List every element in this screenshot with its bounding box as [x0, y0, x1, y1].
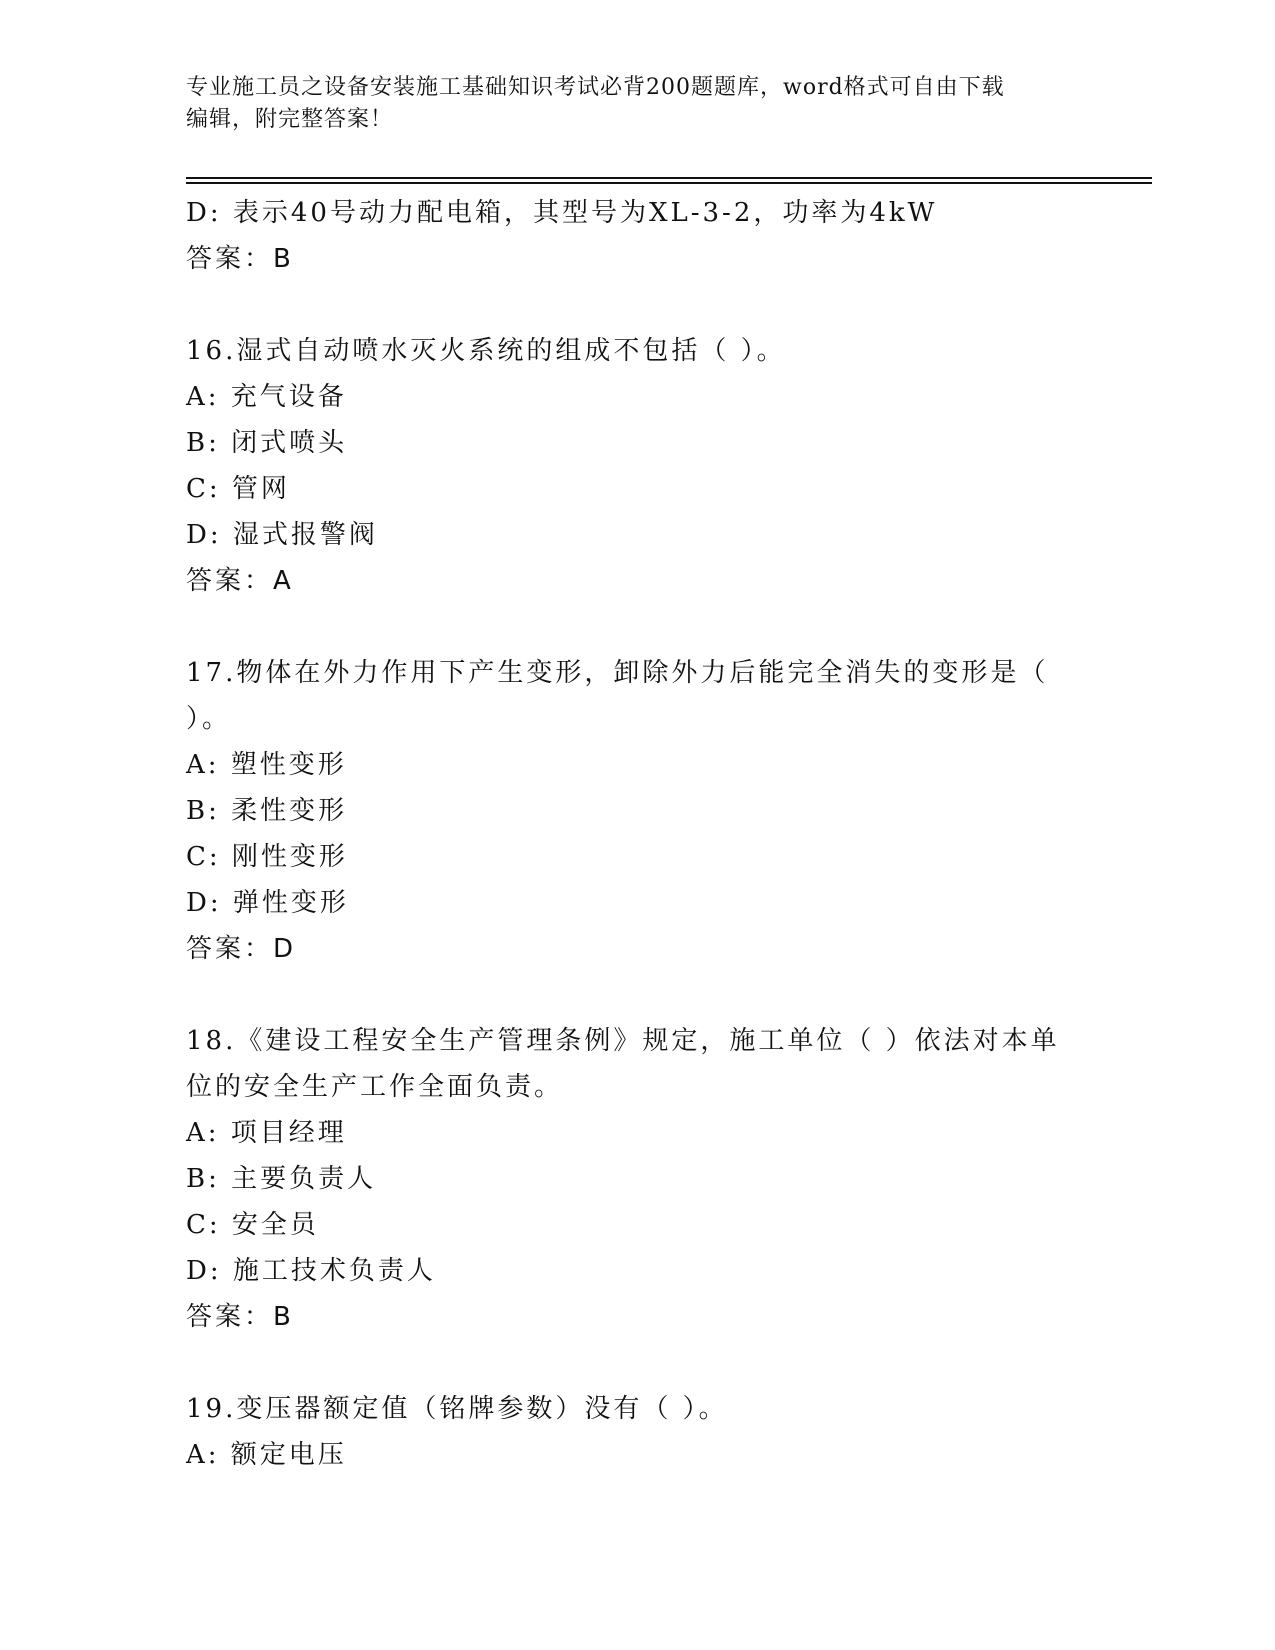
header-title-line-2: 编辑，附完整答案！: [186, 107, 394, 132]
answer-label: 答案：: [186, 244, 274, 274]
answer-line: [186, 926, 1066, 972]
header-title-line-1: 专业施工员之设备安装施工基础知识考试必背200题题库，word格式可自由下载: [186, 75, 1005, 100]
option-d: D: 弹性变形: [186, 888, 349, 918]
question-18: [186, 1018, 1066, 1340]
question-stem: 19.变压器额定值（铭牌参数）没有（ ）。: [186, 1394, 728, 1424]
answer-value: B: [273, 1302, 293, 1332]
answer-line: [186, 236, 1066, 282]
question-stem-line-2: 位的安全生产工作全面负责。: [186, 1072, 564, 1102]
question-19: [186, 1386, 1066, 1478]
option-a: A: 项目经理: [186, 1118, 347, 1148]
option-c: C: 安全员: [186, 1210, 319, 1240]
header-divider-top: [186, 177, 1152, 179]
answer-label: 答案：: [186, 1302, 274, 1332]
answer-line: [186, 558, 1066, 604]
answer-line: [186, 1294, 1066, 1340]
option-a: A: 充气设备: [186, 382, 347, 412]
option-a: A: 额定电压: [186, 1440, 347, 1470]
question-stem-line-1: 18.《建设工程安全生产管理条例》规定，施工单位（ ）依法对本单: [186, 1026, 1060, 1056]
document-header: [186, 72, 1066, 136]
question-16: [186, 328, 1066, 604]
option-d: D: 表示40号动力配电箱，其型号为XL-3-2，功率为4kW: [186, 198, 938, 228]
answer-label: 答案：: [186, 566, 274, 596]
header-divider-bottom: [186, 182, 1152, 184]
option-c: C: 管网: [186, 474, 290, 504]
answer-value: D: [273, 934, 296, 964]
option-b: B: 柔性变形: [186, 796, 348, 826]
option-c: C: 刚性变形: [186, 842, 348, 872]
question-15-tail: [186, 190, 1066, 282]
question-17: [186, 650, 1066, 972]
question-stem: 16.湿式自动喷水灭火系统的组成不包括（ ）。: [186, 336, 786, 366]
option-d: D: 施工技术负责人: [186, 1256, 436, 1286]
option-a: A: 塑性变形: [186, 750, 347, 780]
option-b: B: 主要负责人: [186, 1164, 377, 1194]
answer-value: A: [273, 566, 293, 596]
option-d: D: 湿式报警阀: [186, 520, 378, 550]
option-b: B: 闭式喷头: [186, 428, 348, 458]
question-stem-line-1: 17.物体在外力作用下产生变形，卸除外力后能完全消失的变形是（: [186, 658, 1049, 688]
answer-label: 答案：: [186, 934, 274, 964]
question-stem-line-2: ）。: [186, 704, 232, 734]
question-list: [186, 190, 1066, 1478]
answer-value: B: [273, 244, 293, 274]
